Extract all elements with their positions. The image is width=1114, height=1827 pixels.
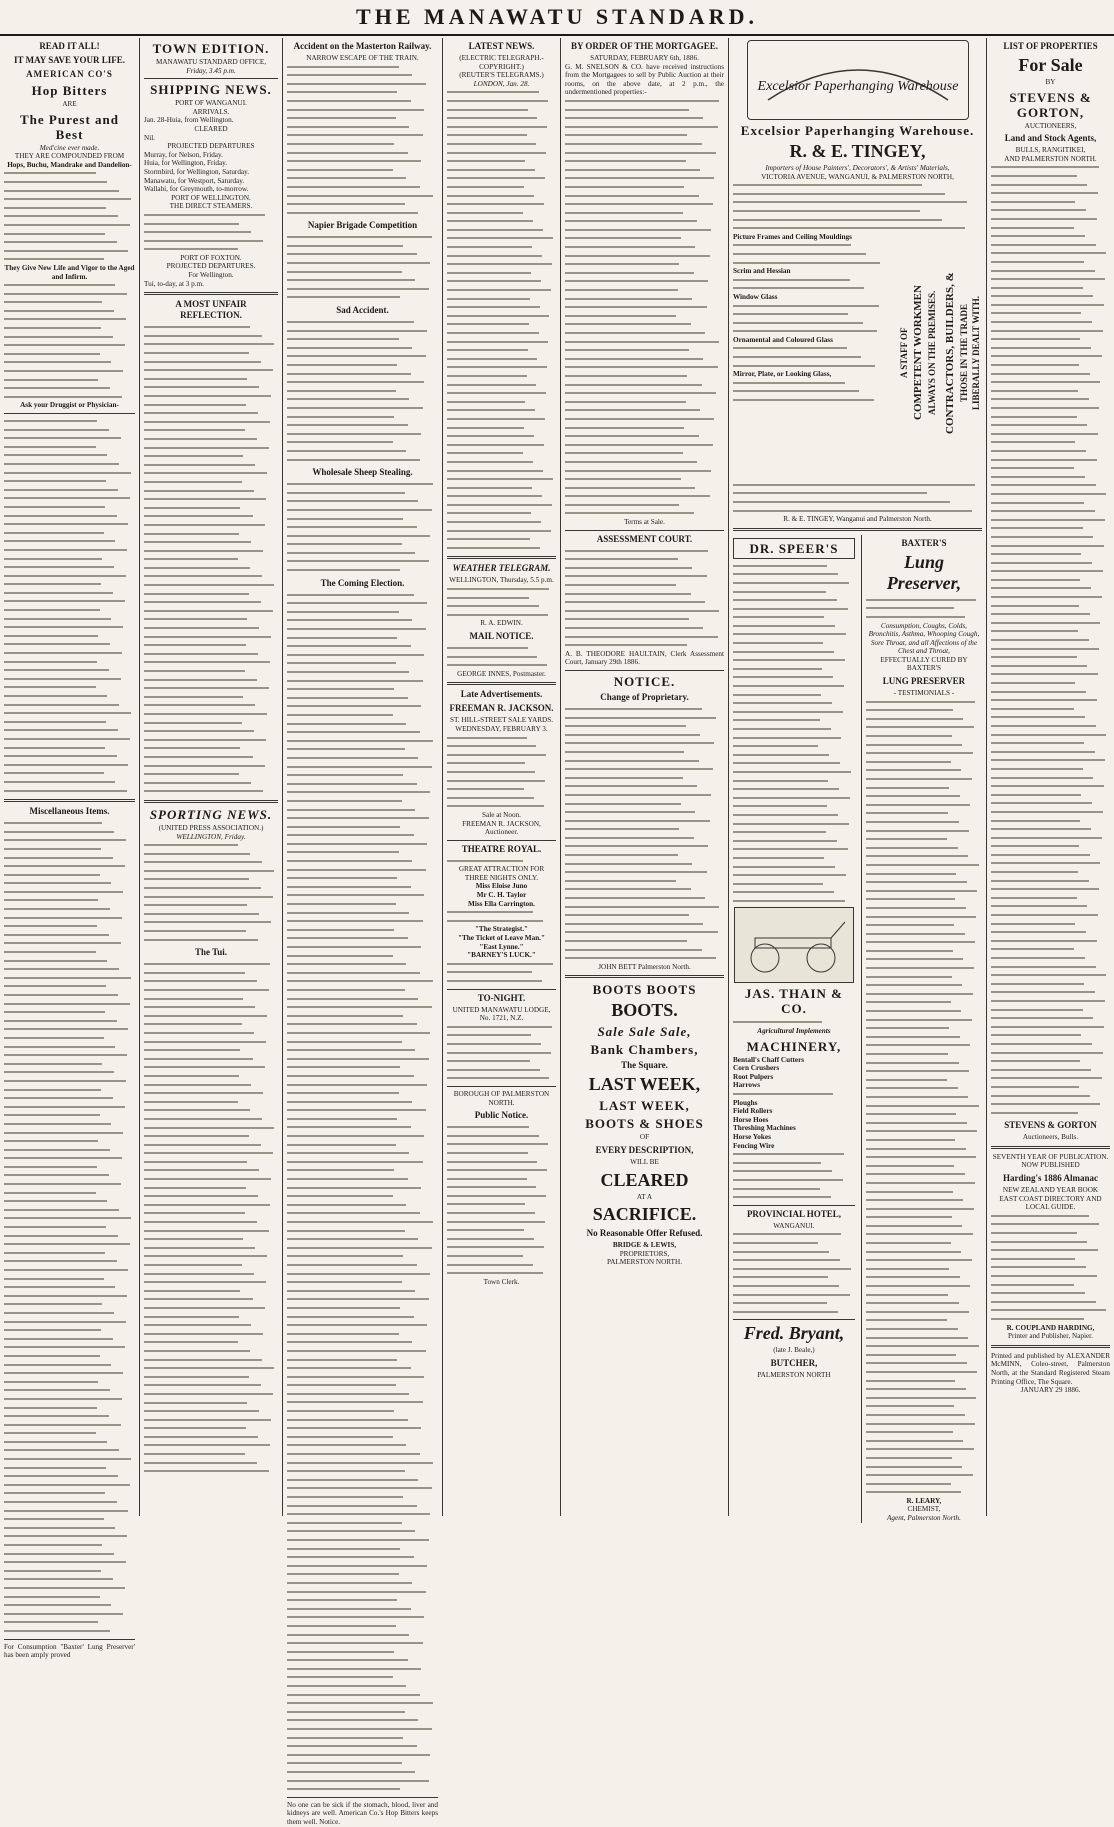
- play-east-lynne: "East Lynne.": [479, 942, 524, 951]
- butcher-location: PALMERSTON NORTH: [757, 1370, 831, 1379]
- reuter-label: (REUTER'S TELEGRAMS.): [459, 71, 544, 80]
- no-offer-refused: No Reasonable Offer Refused.: [586, 1228, 703, 1239]
- lodge-name: UNITED MANAWATU LODGE, No. 1721, N.Z.: [452, 1005, 551, 1023]
- fred-bryant: Fred. Bryant,: [743, 1323, 845, 1344]
- port-wanganui: PORT OF WANGANUI.: [175, 99, 247, 108]
- performer-juno: Miss Eloise Juno: [475, 882, 528, 891]
- item-harrows: Harrows: [733, 1081, 761, 1090]
- column-5: [560, 38, 728, 1516]
- item-fencing-wire: Fencing Wire: [733, 1141, 775, 1150]
- ingredients-text: Hops, Buchu, Mandrake and Dandelion-: [7, 160, 132, 169]
- assessment-court-heading: ASSESSMENT COURT.: [596, 533, 693, 544]
- notice-signature: JOHN BETT Palmerston North.: [598, 962, 691, 971]
- sale-date: WEDNESDAY, FEBRUARY 3.: [455, 724, 548, 733]
- testimonials-body: [866, 698, 982, 1497]
- read-it-all-heading: READ IT ALL!: [39, 41, 100, 51]
- item-horse-yokes: Horse Yokes: [733, 1133, 771, 1141]
- agent-label: Agent, Palmerston North.: [887, 1514, 961, 1523]
- dr-speers-heading: DR. SPEER'S: [733, 538, 855, 559]
- miscellaneous-heading: Miscellaneous Items.: [29, 806, 110, 817]
- baxter-heading-2: BAXTER'S: [906, 664, 941, 673]
- shipping-news-heading: SHIPPING NEWS.: [150, 82, 272, 98]
- svg-text:Excelsior Paperhanging Warehou: Excelsior Paperhanging Warehouse: [757, 79, 958, 94]
- tonight-heading: TO-NIGHT.: [477, 992, 526, 1003]
- column-7: [986, 38, 1114, 1516]
- cleared-label: CLEARED: [194, 124, 228, 133]
- imprint-date: JANUARY 29 1886.: [1020, 1386, 1081, 1395]
- bridge-lewis: BRIDGE & LEWIS,: [612, 1241, 677, 1250]
- leary-name: R. LEARY,: [906, 1496, 942, 1505]
- lower-section: [733, 535, 982, 1523]
- mail-notice-heading: MAIL NOTICE.: [469, 631, 534, 641]
- medicine-text: Med'cine ever made.: [39, 143, 100, 152]
- great-attraction: GREAT ATTRACTION FOR THREE NIGHTS ONLY.: [458, 865, 545, 882]
- public-notice-heading: Public Notice.: [474, 1110, 529, 1121]
- last-week-1: LAST WEEK,: [588, 1074, 701, 1095]
- sale-heading: Sale Sale Sale,: [597, 1024, 692, 1040]
- machinery-heading: MACHINERY,: [746, 1038, 842, 1054]
- butcher-heading: BUTCHER,: [770, 1357, 818, 1368]
- change-of-proprietary: Change of Proprietary.: [600, 691, 689, 702]
- land-stock-agents: Land and Stock Agents,: [1004, 133, 1097, 144]
- provincial-hotel: PROVINCIAL HOTEL,: [746, 1208, 841, 1219]
- tingey-heading: R. & E. TINGEY,: [789, 141, 926, 161]
- weather-dateline: WELLINGTON, Thursday, 5.5 p.m.: [449, 576, 554, 585]
- stevens-gorton: STEVENS & GORTON,: [1009, 89, 1092, 120]
- united-press-label: (UNITED PRESS ASSOCIATION.): [158, 823, 264, 832]
- tui-body: [144, 960, 278, 1476]
- palmerston-north: PALMERSTON NORTH.: [606, 1258, 683, 1267]
- east-coast-directory: EAST COAST DIRECTORY AND LOCAL GUIDE.: [999, 1194, 1102, 1212]
- imprint-text: Printed and published by ALEXANDER McMINN, Coleo-street, Palmerston North, at the Standard Registered Steam Printing Office, The Square.: [991, 1351, 1110, 1386]
- importers-line: Importers of House Painters', Decorators', & Artists' Materials,: [765, 164, 950, 172]
- tui-heading: The Tui.: [194, 947, 228, 958]
- play-strategist: "The Strategist.": [474, 925, 529, 934]
- compounded-text: THEY ARE COMPOUNDED FROM: [14, 152, 125, 161]
- public-notice-body: [447, 1123, 556, 1278]
- bank-chambers: Bank Chambers,: [590, 1042, 699, 1058]
- coming-election-heading: The Coming Election.: [320, 577, 405, 588]
- tingey-signature: R. & E. TINGEY, Wanganui and Palmerston North.: [783, 515, 932, 524]
- window-glass: Window Glass: [733, 292, 778, 301]
- departure-7: Tui, to-day, at 3 p.m.: [144, 279, 204, 288]
- american-co-heading: AMERICAN CO'S: [26, 69, 113, 79]
- at-a-text: AT A: [636, 1192, 653, 1201]
- excelsior-heading: Excelsior Paperhanging Warehouse.: [740, 123, 975, 138]
- effectually-cured: EFFECTUALLY CURED BY: [880, 655, 968, 664]
- unfair-reflection-heading: A MOST UNFAIR REFLECTION.: [175, 299, 247, 321]
- property-listings: [991, 163, 1110, 1117]
- agricultural-implements: Agricultural Implements: [757, 1027, 831, 1036]
- wellington-friday: WELLINGTON, Friday.: [176, 832, 246, 841]
- latest-news-body: [447, 88, 556, 552]
- latest-news-heading: LATEST NEWS.: [468, 41, 535, 51]
- freeman-body: [447, 734, 556, 811]
- cleared-nil: Nil.: [144, 133, 155, 142]
- seventh-year: SEVENTH YEAR OF PUBLICATION.: [992, 1152, 1109, 1161]
- sheep-stealing-heading: Wholesale Sheep Stealing.: [312, 467, 413, 478]
- departure-5: Wallabi, for Greymouth, to-morrow.: [144, 185, 249, 194]
- item-threshing: Threshing Machines: [733, 1124, 796, 1133]
- accident-body: [287, 63, 438, 218]
- column-6: [728, 38, 986, 1523]
- masthead: [0, 0, 1114, 36]
- lodge-body: [447, 1023, 556, 1083]
- cleared-text: CLEARED: [600, 1169, 689, 1190]
- sale-at-noon: Sale at Noon.: [482, 810, 521, 819]
- tingey-goods: [733, 233, 982, 481]
- prices-body: [447, 960, 556, 986]
- staff-vertical-3: ALWAYS ON THE PREMISES.: [927, 290, 937, 415]
- wanganui-text: WANGANUI.: [773, 1221, 815, 1230]
- coupland-harding: R. COUPLAND HARDING,: [1006, 1323, 1095, 1332]
- departure-6: For Wellington.: [188, 271, 234, 280]
- arrivals-label: ARRIVALS.: [192, 107, 230, 116]
- footer-note: For Consumption "Baxter' Lung Preserver' has been amply proved: [4, 1642, 135, 1660]
- baxter-advert: [861, 535, 982, 1523]
- telegraph-label: (ELECTRIC TELEGRAPH.-COPYRIGHT.): [459, 54, 544, 71]
- item-chaff-cutters: Bentall's Chaff Cutters: [733, 1055, 805, 1064]
- port-wellington: PORT OF WELLINGTON.: [171, 193, 251, 202]
- late-ads-heading: Late Advertisements.: [460, 689, 543, 700]
- sacrifice-text: SACRIFICE.: [592, 1204, 697, 1225]
- auctioneers-label: AUCTIONEERS,: [1024, 121, 1077, 130]
- play-ticket-of-leave: "The Ticket of Leave Man.": [458, 934, 545, 943]
- departure-4: Manawatu, for Westport, Saturday.: [144, 176, 245, 185]
- performer-taylor: Mr C. H. Taylor: [476, 891, 527, 900]
- staff-vertical-6: LIBERALLY DEALT WITH.: [971, 295, 981, 410]
- sheep-body: [287, 480, 438, 575]
- implement-woodcut: [734, 907, 854, 983]
- assessment-body: [565, 547, 724, 650]
- departure-1: Murray, for Nelson, Friday.: [144, 150, 223, 159]
- nz-year-book: NEW ZEALAND YEAR BOOK: [1002, 1186, 1099, 1195]
- save-life-heading: IT MAY SAVE YOUR LIFE.: [14, 55, 125, 65]
- lung-preserver-2: LUNG PRESERVER: [882, 676, 966, 687]
- column-3-footer: No one can be sick if the stomach, blood, liver and kidneys are well. American Co.'s Hop Bitters keeps them well. Notice.: [287, 1800, 438, 1826]
- miscellaneous-body: [4, 819, 135, 1635]
- boots-heading: BOOTS BOOTS: [592, 982, 697, 998]
- hop-bitters-body: [4, 169, 135, 264]
- sale-yards: ST. HILL-STREET SALE YARDS.: [449, 716, 554, 725]
- london-dateline: LONDON, Jan. 28.: [473, 79, 530, 88]
- terms-at-sale: Terms at Sale.: [624, 518, 665, 527]
- departure-2: Huia, for Wellington, Friday.: [144, 159, 228, 168]
- lot-listings: [565, 97, 724, 518]
- hardings-almanac: Harding's 1886 Almanac: [1002, 1173, 1098, 1184]
- proprietors: PROPRIETORS,: [619, 1249, 670, 1258]
- chemist-label: CHEMIST,: [907, 1505, 941, 1514]
- town-edition-heading: TOWN EDITION.: [152, 41, 270, 56]
- napier-body: [287, 233, 438, 302]
- theatre-details: [447, 908, 556, 925]
- mail-signature: GEORGE INNES, Postmaster.: [457, 669, 546, 678]
- new-life-text: They Give New Life and Vigor to the Aged and Infirm.: [4, 263, 135, 281]
- tingey-outro: [733, 481, 982, 515]
- office-text: MANAWATU STANDARD OFFICE,: [155, 58, 267, 66]
- scrim-hessian: Scrim and Hessian: [733, 267, 791, 276]
- of-text: OF: [639, 1133, 650, 1142]
- sporting-news-heading: SPORTING NEWS.: [149, 806, 273, 822]
- masterton-accident-heading: Accident on the Masterton Railway.: [293, 41, 432, 51]
- napier-brigade-heading: Napier Brigade Competition: [307, 220, 418, 231]
- column-3: [282, 38, 442, 1826]
- auctioneers-bulls: Auctioneers, Bulls.: [1022, 1133, 1079, 1142]
- notice-heading: NOTICE.: [613, 673, 676, 689]
- theatre-body: [447, 857, 556, 866]
- tingey-intro: [733, 181, 982, 233]
- column-1: [0, 38, 139, 1660]
- late-beale: (late J. Beale,): [773, 1346, 815, 1355]
- assessment-signature: A. B. THEODORE HAULTAIN, Clerk Assessment Court, January 29th 1886.: [565, 649, 724, 667]
- theatre-royal-heading: THEATRE ROYAL.: [461, 843, 542, 854]
- purest-best-heading: The Purest and Best: [20, 111, 119, 142]
- excelsior-logo: [747, 40, 969, 120]
- edition-date: Friday, 3.45 p.m.: [186, 66, 236, 75]
- narrow-escape-subheading: NARROW ESCAPE OF THE TRAIN.: [306, 54, 419, 62]
- item-corn-crushers: Corn Crushers: [733, 1064, 780, 1073]
- election-body: [287, 591, 438, 1794]
- and-palmerston: AND PALMERSTON NORTH.: [1004, 154, 1097, 163]
- the-square: The Square.: [621, 1060, 668, 1071]
- direct-steamers: THE DIRECT STEAMERS.: [169, 202, 253, 211]
- item-field-rollers: Field Rollers: [733, 1107, 773, 1116]
- list-of-properties: LIST OF PROPERTIES: [1003, 41, 1098, 51]
- auction-date: SATURDAY, FEBRUARY 6th, 1886.: [590, 54, 699, 62]
- consumption-text: Consumption, Coughs, Colds, Bronchitis, Asthma, Whooping Cough, Sore Throat, and all Affections of the Chest and Throat,: [868, 621, 980, 656]
- now-published: NOW PUBLISHED: [1021, 1161, 1080, 1170]
- borough-name: BOROUGH OF PALMERSTON NORTH.: [453, 1089, 550, 1107]
- mail-body: [447, 644, 556, 670]
- ask-druggist-text: Ask your Druggist or Physician-: [20, 401, 119, 410]
- projected-label-2: PROJECTED DEPARTURES.: [166, 262, 256, 271]
- by-text: BY: [1045, 78, 1056, 86]
- sad-accident-body: [287, 318, 438, 464]
- weather-signature: R. A. EDWIN.: [480, 619, 523, 628]
- newspaper-title: THE MANAWATU STANDARD.: [356, 4, 758, 29]
- printer-publisher: Printer and Publisher, Napier.: [1008, 1332, 1093, 1341]
- boots-shoes: BOOTS & SHOES: [585, 1116, 704, 1132]
- freeman-signature: FREEMAN R. JACKSON, Auctioneer.: [462, 819, 541, 837]
- mirror-glass: Mirror, Plate, or Looking Glass,: [733, 370, 832, 379]
- notice-body: [565, 705, 724, 963]
- thain-heading: JAS. THAIN & CO.: [744, 986, 843, 1017]
- stevens-gorton-2: STEVENS & GORTON: [1004, 1120, 1097, 1131]
- every-description: EVERY DESCRIPTION,: [595, 1144, 694, 1155]
- eucalypti-advert: [4, 417, 135, 795]
- mortgagee-heading: BY ORDER OF THE MORTGAGEE.: [570, 41, 719, 51]
- column-2: [139, 38, 282, 1516]
- port-foxton: PORT OF FOXTON.: [180, 253, 242, 262]
- victoria-avenue: VICTORIA AVENUE, WANGANUI, & PALMERSTON NORTH,: [761, 172, 954, 181]
- last-week-2: LAST WEEK,: [599, 1098, 690, 1114]
- town-clerk: Town Clerk.: [483, 1277, 520, 1286]
- arrival-1: Jan. 28-Huia, from Wellington.: [144, 116, 234, 125]
- plough-icon: [735, 908, 851, 980]
- boots-heading-2: BOOTS.: [611, 1000, 678, 1021]
- staff-vertical-1: A STAFF OF: [899, 327, 909, 379]
- for-sale-heading: For Sale: [1018, 55, 1083, 75]
- column-4: [442, 38, 560, 1516]
- hop-bitters-heading: Hop Bitters: [31, 83, 108, 98]
- staff-vertical-2: COMPETENT WORKMEN: [912, 285, 924, 421]
- bulls-rangitikei: BULLS, RANGITIKEI,: [1015, 146, 1086, 155]
- unfair-reflection-body: [144, 323, 278, 796]
- picture-frames: Picture Frames and Ceiling Mouldings: [733, 232, 852, 241]
- snelson-intro: G. M. SNELSON & CO. have received instructions from the Mortgagees to sell by Public Auction at their rooms, on the above date, at 2 p.m., the undermentioned properties:-: [565, 62, 724, 97]
- lung-preserver-heading: Lung Preserver,: [886, 551, 962, 593]
- staff-vertical-4: CONTRACTORS, BUILDERS, &: [944, 271, 956, 434]
- item-ploughs: Ploughs: [733, 1098, 758, 1107]
- sporting-body: [144, 841, 278, 944]
- excelsior-logo-art: [758, 50, 958, 110]
- speer-body: [733, 562, 855, 906]
- freeman-jackson-heading: FREEMAN R. JACKSON.: [449, 703, 554, 714]
- baxter-heading: BAXTER'S: [901, 537, 947, 548]
- weather-body: [447, 585, 556, 619]
- testimonial-body: [4, 281, 135, 401]
- weather-telegram-heading: WEATHER TELEGRAM.: [452, 563, 551, 574]
- testimonials-label: - TESTIMONIALS -: [893, 689, 955, 698]
- projected-label: PROJECTED DEPARTURES: [167, 142, 255, 151]
- steamer-list: [144, 211, 278, 254]
- ornamental-glass: Ornamental and Coloured Glass: [733, 335, 833, 344]
- staff-vertical-5: THOSE IN THE TRADE: [959, 303, 969, 402]
- almanac-body: [991, 1212, 1110, 1324]
- sad-accident-heading: Sad Accident.: [336, 305, 389, 316]
- item-horse-hoes: Horse Hoes: [733, 1115, 769, 1124]
- are-text: ARE: [62, 100, 77, 108]
- performer-carrington: Miss Ella Carrington.: [468, 899, 535, 908]
- will-be-text: WILL BE: [630, 1157, 659, 1166]
- departure-3: Stormbird, for Wellington, Saturday.: [144, 167, 250, 176]
- item-root-pulpers: Root Pulpers: [733, 1072, 774, 1081]
- play-barneys-luck: "BARNEY'S LUCK.": [467, 951, 536, 960]
